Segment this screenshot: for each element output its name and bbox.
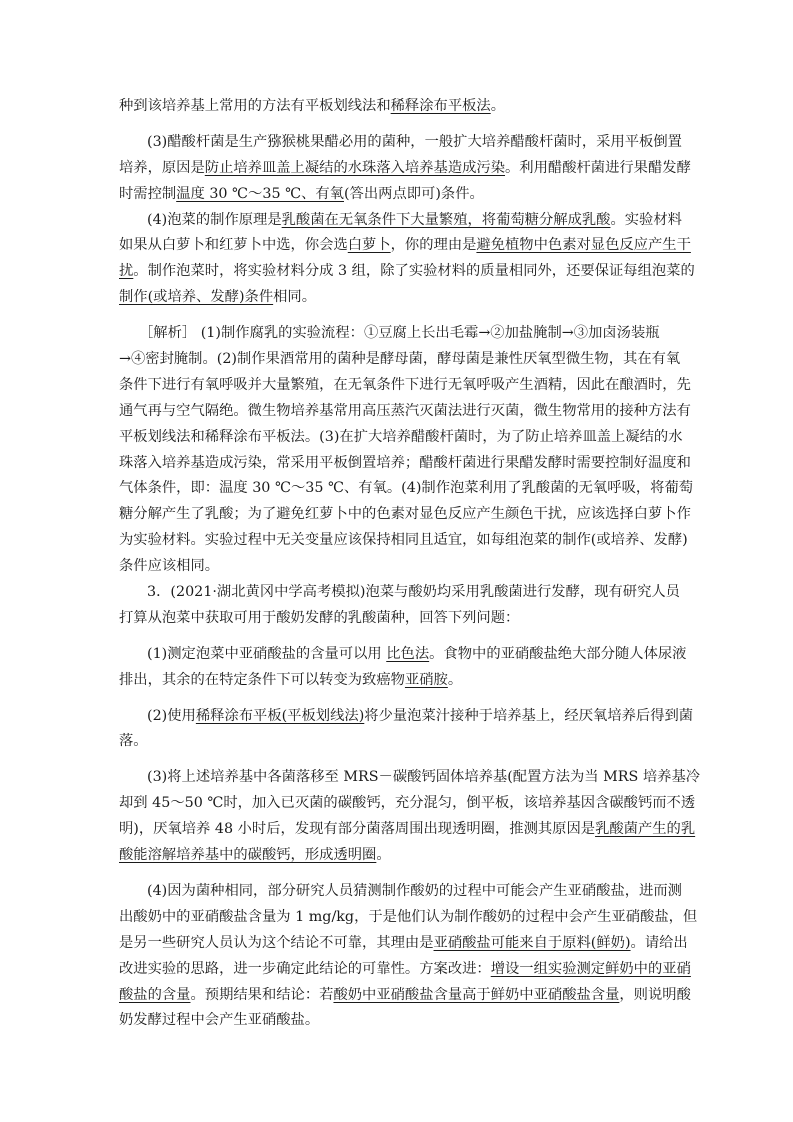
q2-part4-line3: 扰。制作泡菜时，将实验材料分成 3 组，除了实验材料的质量相同外，还要保证每组泡菜的 (119, 263, 695, 280)
paragraph-line (119, 94, 682, 120)
q3-part4-line1: (4)因为菌种相同，部分研究人员猜测制作酸奶的过程中可能会产生亚硝酸盐，进而测 (147, 882, 682, 899)
answer-underlined: 稀释涂布平板(平板划线法) (195, 707, 365, 724)
analysis-line: 糖分解产生了乳酸；为了避免红萝卜中的色素对显色反应产生颜色干扰，应该选择白萝卜作 (119, 506, 691, 523)
q3-part3-line1: (3)将上述培养基中各菌落移至 MRS－碳酸钙固体培养基(配置方法为当 MRS 培养基冷 (147, 769, 701, 786)
answer-underlined: 温度 30 ℃～35 ℃、有氧 (176, 185, 344, 202)
q3-part4-line3: 是另一些研究人员认为这个结论不可靠，其理由是亚硝酸盐可能来自于原料(鲜奶)。请给出 (119, 934, 688, 951)
q2-part3-line2: 培养，原因是防止培养皿盖上凝结的水珠落入培养基造成污染。利用醋酸杆菌进行果醋发酵 (119, 159, 691, 176)
answer-underlined: 亚硝酸盐可能来自于原料(鲜奶) (433, 934, 631, 951)
answer-underlined: 防止培养皿盖上凝结的水珠落入培养基造成污染 (204, 159, 506, 176)
answer-underlined: 乳酸菌在无氧条件下大量繁殖，将葡萄糖分解成乳酸 (281, 211, 611, 228)
analysis-line: 通气再与空气隔绝。微生物培养基常用高压蒸汽灭菌法进行灭菌，微生物常用的接种方法有 (119, 402, 691, 419)
text: 种到该培养基上常用的方法有平板划线法和 (119, 98, 391, 114)
answer-underlined: 比色法 (386, 645, 430, 662)
q2-part4-line4: 制作(或培养、发酵)条件相同。 (119, 289, 317, 306)
q3-part3-line3: 明)，厌氧培养 48 小时后，发现有部分菌落周围出现透明圈，推测其原因是乳酸菌产生的乳 (119, 821, 696, 838)
answer-underlined: 亚硝胺 (404, 671, 448, 688)
analysis-line: 珠落入培养基造成污染，常采用平板倒置培养；醋酸杆菌进行果醋发酵时需要控制好温度和 (119, 454, 691, 471)
q2-part3-line3: 时需控制温度 30 ℃～35 ℃、有氧(答出两点即可)条件。 (119, 185, 484, 202)
answer-underlined: 酸奶中亚硝酸盐含量高于鲜奶中亚硝酸盐含量 (333, 986, 620, 1003)
q3-part2-line2: 落。 (119, 733, 148, 750)
q2-part3-line1: (3)醋酸杆菌是生产猕猴桃果醋必用的菌种，一般扩大培养醋酸杆菌时，采用平板倒置 (147, 133, 682, 150)
answer-underlined: 增设一组实验测定鲜奶中的亚硝 (490, 960, 691, 977)
analysis-line: 条件下进行有氧呼吸并大量繁殖，在无氧条件下进行无氧呼吸产生酒精，因此在酿酒时，先 (119, 376, 691, 393)
q3-stem-line2: 打算从泡菜中获取可用于酸奶发酵的乳酸菌种，回答下列问题： (119, 609, 520, 626)
text: 。 (490, 98, 506, 114)
analysis-line: →④密封腌制。(2)制作果酒常用的菌种是酵母菌，酵母菌是兼性厌氧型微生物，其在有氧 (119, 351, 681, 368)
q3-part3-line2: 却到 45～50 ℃时，加入已灭菌的碳酸钙，充分混匀，倒平板，该培养基因含碳酸钙而不透 (119, 795, 696, 812)
q3-part2-line1: (2)使用稀释涂布平板(平板划线法)将少量泡菜汁接种于培养基上，经厌氧培养后得到菌 (147, 707, 694, 724)
analysis-line: 气体条件，即：温度 30 ℃～35 ℃、有氧。(4)制作泡菜利用了乳酸菌的无氧呼吸，将葡萄 (119, 480, 694, 497)
q3-stem-line1: 3．(2021·湖北黄冈中学高考模拟)泡菜与酸奶均采用乳酸菌进行发酵，现有研究人员 (147, 584, 680, 601)
q3-part3-line4: 酸能溶解培养基中的碳酸钙，形成透明圈。 (119, 847, 391, 864)
analysis-line: 平板划线法和稀释涂布平板法。(3)在扩大培养醋酸杆菌时，为了防止培养皿盖上凝结的水 (119, 428, 683, 445)
q3-part4-line5: 酸盐的含量。预期结果和结论：若酸奶中亚硝酸盐含量高于鲜奶中亚硝酸盐含量，则说明酸 (119, 986, 691, 1003)
answer-underlined: 制作(或培养、发酵)条件 (119, 289, 274, 306)
analysis-line: ［解析］ (1)制作腐乳的实验流程：①豆腐上长出毛霉→②加盐腌制→③加卤汤装瓶 (139, 325, 660, 342)
q3-part4-line4: 改进实验的思路，进一步确定此结论的可靠性。方案改进：增设一组实验测定鲜奶中的亚硝 (119, 960, 691, 977)
q3-part4-line2: 出酸奶中的亚硝酸盐含量为 1 mg/kg，于是他们认为制作酸奶的过程中会产生亚硝酸盐，但 (119, 908, 698, 925)
document-body (119, 94, 701, 1034)
analysis-line: 为实验材料。实验过程中无关变量应该保持相同且适宜，如每组泡菜的制作(或培养、发酵) (119, 532, 688, 549)
answer-underlined: 稀释涂布平板法 (390, 98, 491, 114)
analysis-line: 条件应该相同。 (119, 558, 220, 575)
q3-part1-line2: 排出，其余的在特定条件下可以转变为致癌物亚硝胺。 (119, 671, 463, 688)
answer-underlined: 白萝卜 (347, 237, 391, 254)
q3-part4-line6: 奶发酵过程中会产生亚硝酸盐。 (119, 1012, 320, 1029)
q2-part4-line2: 如果从白萝卜和红萝卜中选，你会选白萝卜，你的理由是避免植物中色素对显色反应产生干 (119, 237, 691, 254)
q3-part1-line1: (1)测定泡菜中亚硝酸盐的含量可以用 比色法。食物中的亚硝酸盐绝大部分随人体尿液 (147, 645, 687, 662)
answer-underlined: 酸盐的含量 (119, 986, 191, 1003)
answer-underlined: 乳酸菌产生的乳 (595, 821, 696, 838)
answer-underlined: 酸能溶解培养基中的碳酸钙，形成透明圈 (119, 847, 377, 864)
answer-underlined: 避免植物中色素对显色反应产生干 (476, 237, 691, 254)
answer-underlined: 扰 (119, 263, 134, 280)
q2-part4-line1: (4)泡菜的制作原理是乳酸菌在无氧条件下大量繁殖，将葡萄糖分解成乳酸。实验材料 (147, 211, 682, 228)
